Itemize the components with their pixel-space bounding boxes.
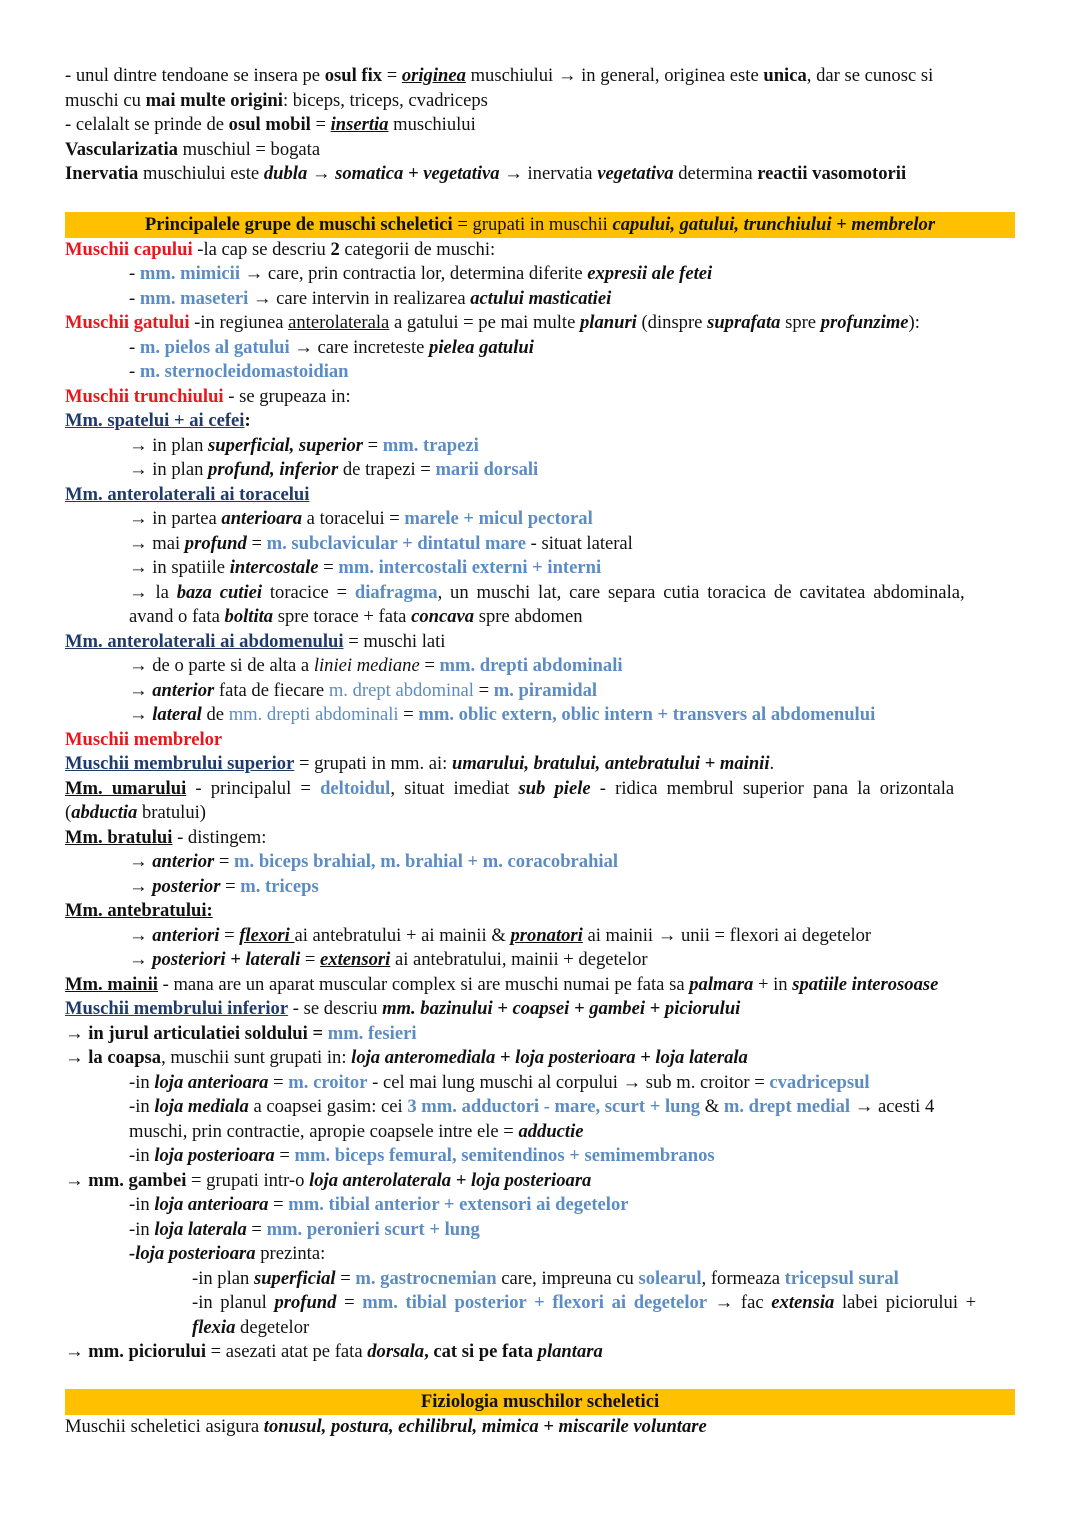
list-item: -in loja anterioara = mm. tibial anterior + extensori ai degetelor [129, 1194, 629, 1215]
section-heading-physiology: Fiziologia muschilor scheletici [65, 1389, 1015, 1415]
subheading-lower-limb: Muschii membrului inferior - se descriu mm. bazinului + coapsei + gambei + piciorului [65, 998, 741, 1019]
list-item: -in loja laterala = mm. peronieri scurt + lung [129, 1218, 480, 1240]
spacer [65, 187, 1015, 211]
list-item: → anterior = m. biceps brahial, m. brahial + m. coracobrahial [129, 851, 619, 872]
list-item-continuation: muschi, prin contractie, apropie coapsele intre ele = adductie [129, 1120, 584, 1142]
list-item: → mai profund = m. subclavicular + dintatul mare - situat lateral [129, 532, 633, 554]
list-item: - mm. maseteri → care intervin in realizarea actului masticatiei [129, 287, 612, 309]
list-item: - mm. mimicii → care, prin contractia lor, determina diferite expresii ale fetei [129, 263, 713, 284]
subheading-arm-muscles: Mm. bratului - distingem: [65, 826, 267, 848]
hand-muscles-line: Mm. mainii - mana are un aparat muscular complex si are muschi numai pe fata sa palmara + in spatiile interosoase [65, 973, 939, 995]
section-heading-muscle-groups: Principalele grupe de muschi scheletici = grupati in muschii capului, gatului, trunchiului + membrelor [65, 212, 1015, 238]
physiology-line: Muschii scheletici asigura tonusul, postura, echilibrul, mimica + miscarile voluntare [65, 1415, 707, 1437]
list-item: → in plan profund, inferior de trapezi = marii dorsali [129, 459, 539, 480]
list-item: - m. sternocleidomastoidian [129, 361, 349, 382]
list-item-nested-continuation: flexia degetelor [192, 1316, 310, 1338]
heading-limb-muscles: Muschii membrelor [65, 728, 223, 750]
heading-neck-muscles: Muschii gatului -in regiunea anterolaterala a gatului = pe mai multe planuri (dinspre suprafata spre profunzime): [65, 312, 920, 333]
list-item: → in partea anterioara a toracelui = marele + micul pectoral [129, 508, 593, 529]
intro-line-insertion: - celalalt se prinde de osul mobil = insertia muschiului [65, 114, 476, 135]
subheading-abdomen-muscles: Mm. anterolaterali ai abdomenului = muschi lati [65, 630, 446, 652]
list-item-nested: -in plan superficial = m. gastrocnemian care, impreuna cu solearul, formeaza tricepsul sural [192, 1267, 899, 1289]
thigh-muscles-line: → la coapsa, muschii sunt grupati in: loja anteromediala + loja posterioara + loja laterala [65, 1047, 748, 1068]
intro-line-vascularization: Vascularizatia muschiul = bogata [65, 138, 321, 160]
heading-head-muscles: Muschii capului -la cap se descriu 2 categorii de muschi: [65, 238, 496, 260]
spacer [65, 1365, 1015, 1388]
intro-line-multiple-origins: muschi cu mai multe origini: biceps, triceps, cvadriceps [65, 89, 488, 111]
list-item: - m. pielos al gatului → care increteste pielea gatului [129, 336, 534, 358]
list-item: → posteriori + laterali = extensori ai antebratului, mainii + degetelor [129, 949, 648, 970]
list-item: → posterior = m. triceps [129, 875, 319, 897]
list-item: -in loja anterioara = m. croitor - cel mai lung muschi al corpului → sub m. croitor = cvadricepsul [129, 1071, 870, 1093]
subheading-forearm-muscles: Mm. antebratului: [65, 900, 213, 921]
list-item: → anterior fata de fiecare m. drept abdominal = m. piramidal [129, 679, 598, 701]
shoulder-muscles-continuation: (abductia bratului) [65, 802, 207, 823]
list-item: → in spatiile intercostale = mm. intercostali externi + interni [129, 557, 602, 578]
hip-muscles-line: → in jurul articulatiei soldului = mm. fesieri [65, 1022, 417, 1044]
heading-trunk-muscles: Muschii trunchiului - se grupeaza in: [65, 385, 351, 407]
intro-line-innervation: Inervatia muschiului este dubla → somatica + vegetativa → inervatia vegetativa determina reactii vasomotorii [65, 163, 907, 184]
arrow-icon: → [557, 65, 577, 86]
list-item: -in loja posterioara = mm. biceps femural, semitendinos + semimembranos [129, 1145, 715, 1166]
intro-line-origin: - unul dintre tendoane se insera pe osul fix = originea muschiului → in general, originea este unica, dar se cunosc si [65, 65, 934, 86]
subheading-upper-limb: Muschii membrului superior = grupati in mm. ai: umarului, bratului, antebratului + mainii. [65, 753, 775, 774]
foot-muscles-line: → mm. piciorului = asezati atat pe fata dorsala, cat si pe fata plantara [65, 1341, 603, 1362]
shoulder-muscles-line: Mm. umarului - principalul = deltoidul, situat imediat sub piele - ridica membrul superior pana la orizontala [65, 777, 955, 799]
list-item-nested: -in planul profund = mm. tibial posterior + flexori ai degetelor → fac extensia labei piciorului + [192, 1292, 977, 1313]
subheading-thorax-muscles: Mm. anterolaterali ai toracelui [65, 483, 310, 505]
list-item: → lateral de mm. drepti abdominali = mm. oblic extern, oblic intern + transvers al abdomenului [129, 704, 876, 725]
list-item-continuation: avand o fata boltita spre torace + fata concava spre abdomen [129, 606, 583, 627]
list-item: -loja posterioara prezinta: [129, 1243, 326, 1264]
document-page [65, 64, 1015, 1439]
subheading-back-muscles: Mm. spatelui + ai cefei: [65, 410, 251, 431]
list-item: -in loja mediala a coapsei gasim: cei 3 mm. adductori - mare, scurt + lung & m. drept medial → acesti 4 [129, 1096, 935, 1117]
leg-muscles-line: → mm. gambei = grupati intr-o loja anterolaterala + loja posterioara [65, 1169, 592, 1191]
list-item: → la baza cutiei toracice = diafragma, un muschi lat, care separa cutia toracica de cavitatea abdominala, [129, 581, 965, 603]
list-item: → de o parte si de alta a liniei mediane = mm. drepti abdominali [129, 655, 623, 676]
list-item: → in plan superficial, superior = mm. trapezi [129, 434, 479, 456]
list-item: → anteriori = flexori ai antebratului + ai mainii & pronatori ai mainii → unii = flexori ai degetelor [129, 924, 872, 946]
